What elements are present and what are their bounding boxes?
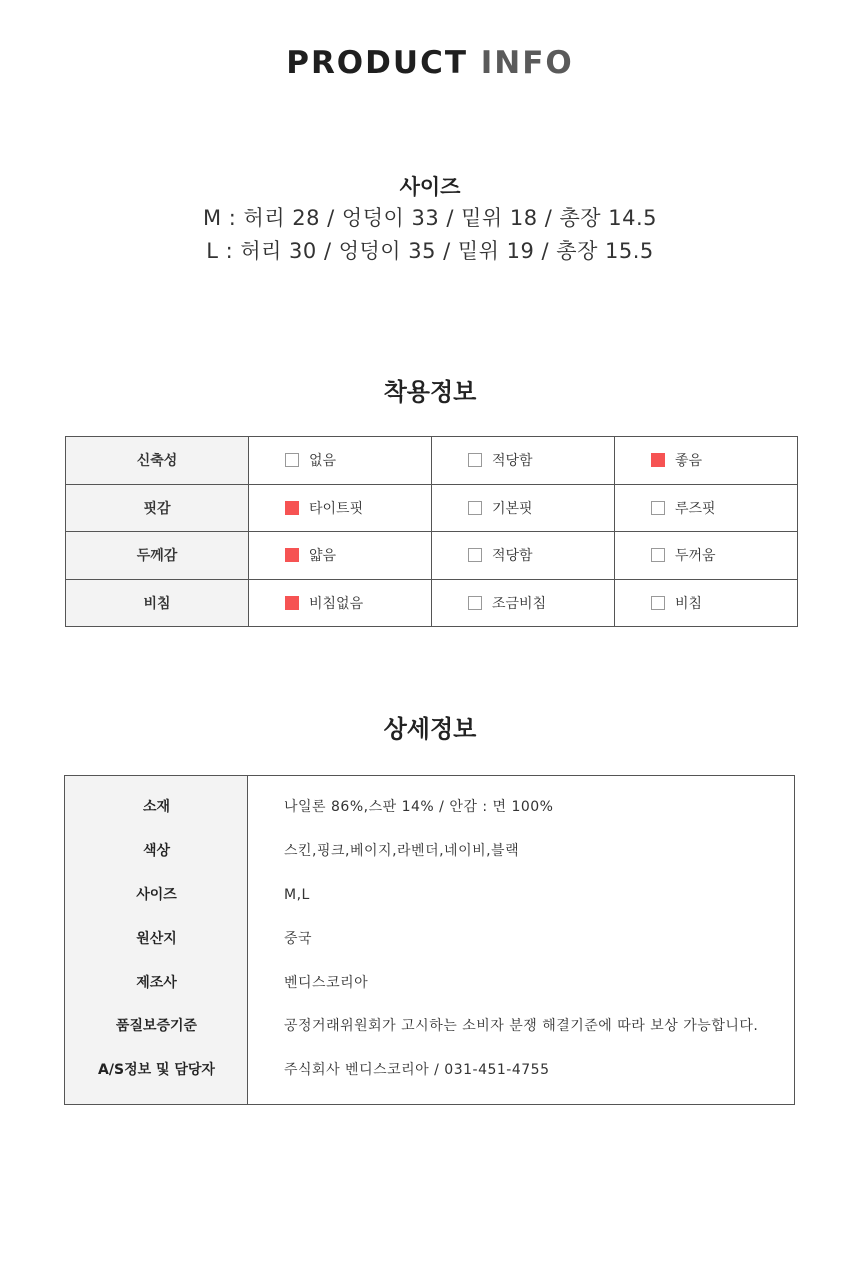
detail-label: A/S정보 및 담당자 [98, 1062, 215, 1078]
detail-row [65, 829, 794, 873]
fit-option-label: 타이트핏 [309, 500, 364, 517]
detail-row [65, 873, 794, 917]
fit-option [249, 437, 432, 485]
fit-option-label: 없음 [309, 453, 337, 470]
page-title [0, 44, 860, 82]
detail-value: 주식회사 벤디스코리아 / 031-451-4755 [284, 1062, 550, 1078]
fit-row-label: 두께감 [66, 532, 249, 580]
fit-option [249, 484, 432, 532]
fit-option-label: 비침없음 [309, 595, 364, 612]
size-heading: 사이즈 [399, 175, 461, 199]
detail-value: 스킨,핑크,베이지,라벤더,네이비,블랙 [284, 843, 520, 859]
detail-label: 품질보증기준 [115, 1018, 198, 1034]
unchecked-box-icon [468, 596, 482, 610]
title-product: PRODUCT [286, 45, 468, 81]
fit-option-label: 얇음 [309, 548, 337, 565]
fit-option [615, 437, 798, 485]
unchecked-box-icon [651, 548, 665, 562]
fit-option-label: 두꺼움 [675, 548, 716, 565]
unchecked-box-icon [468, 548, 482, 562]
size-line-m: M : 허리 28 / 엉덩이 33 / 밑위 18 / 총장 14.5 [202, 206, 658, 230]
fit-row-label: 핏감 [66, 484, 249, 532]
detail-value: M,L [284, 887, 310, 903]
fit-option-label: 적당함 [492, 548, 533, 565]
detail-row [65, 1048, 794, 1092]
fit-option [432, 532, 615, 580]
detail-label: 원산지 [136, 931, 177, 947]
detail-heading: 상세정보 [383, 715, 477, 743]
fit-option-label: 조금비침 [492, 595, 547, 612]
fit-option [249, 532, 432, 580]
unchecked-box-icon [468, 453, 482, 467]
fit-row-label: 신축성 [66, 437, 249, 485]
unchecked-box-icon [468, 501, 482, 515]
detail-label: 색상 [142, 843, 171, 859]
size-line-l: L : 허리 30 / 엉덩이 35 / 밑위 19 / 총장 15.5 [206, 239, 654, 263]
detail-value: 벤디스코리아 [284, 975, 369, 991]
fit-option [249, 579, 432, 627]
size-section [0, 172, 860, 268]
fit-row [66, 437, 798, 485]
fit-row [66, 484, 798, 532]
detail-row [65, 785, 794, 829]
fit-option [615, 532, 798, 580]
fit-row [66, 579, 798, 627]
checked-box-icon [651, 453, 665, 467]
fit-option [615, 484, 798, 532]
detail-row [65, 1004, 794, 1048]
fit-option-label: 기본핏 [492, 500, 533, 517]
detail-label: 사이즈 [136, 887, 177, 903]
fit-option [432, 484, 615, 532]
fit-option [432, 579, 615, 627]
fit-option [615, 579, 798, 627]
detail-table [64, 775, 795, 1105]
detail-label: 소재 [142, 799, 171, 815]
unchecked-box-icon [285, 453, 299, 467]
fit-option-label: 적당함 [492, 453, 533, 470]
detail-row [65, 917, 794, 961]
detail-row [65, 961, 794, 1005]
unchecked-box-icon [651, 596, 665, 610]
fit-table [65, 436, 798, 627]
fit-option-label: 루즈핏 [675, 500, 716, 517]
detail-value: 중국 [284, 931, 313, 947]
checked-box-icon [285, 596, 299, 610]
checked-box-icon [285, 548, 299, 562]
fit-option-label: 좋음 [675, 453, 703, 470]
fit-row [66, 532, 798, 580]
fit-option-label: 비침 [675, 595, 703, 612]
fit-option [432, 437, 615, 485]
title-info: INFO [480, 45, 574, 81]
detail-label: 제조사 [136, 975, 177, 991]
unchecked-box-icon [651, 501, 665, 515]
fit-heading: 착용정보 [383, 378, 477, 406]
checked-box-icon [285, 501, 299, 515]
fit-row-label: 비침 [66, 579, 249, 627]
detail-value: 나일론 86%,스판 14% / 안감 : 면 100% [284, 799, 554, 815]
detail-value: 공정거래위원회가 고시하는 소비자 분쟁 해결기준에 따라 보상 가능합니다. [284, 1018, 759, 1034]
